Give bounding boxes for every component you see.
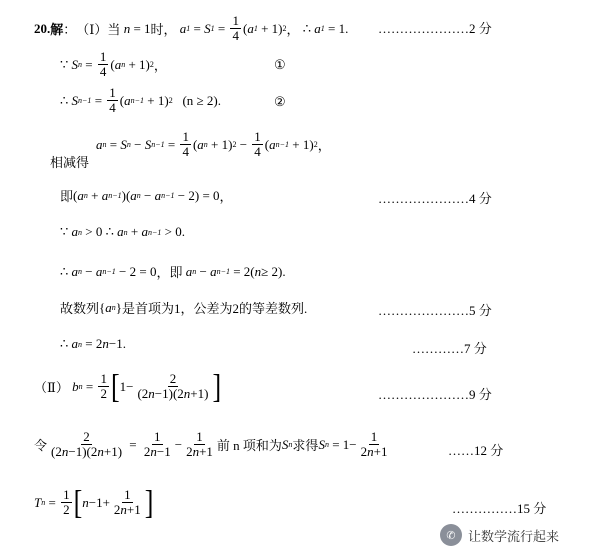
line-sn-1: ∴ S n−1 = $\frac{1}{4}$ ( a n−1 + 1) 2 (n ≥ 2). xyxy=(60,85,221,116)
wechat-icon: ✆ xyxy=(440,524,462,546)
circle-label-1: ① xyxy=(274,57,286,72)
fraction: $\frac{1}{4}$ xyxy=(254,129,261,160)
fraction: $\frac{1}{2}$ xyxy=(63,487,70,518)
line-diff2: ∴ a n − a n−1 − 2 = 0 ，即 a n − a n−1 = 2( n ≥ 2) . xyxy=(60,263,286,280)
fraction: $\frac{1}{2}$ xyxy=(100,371,107,402)
line-an-diff: a n = S n − S n−1 = $\frac{1}{4}$ ( a n + 1) 2 − $\frac{1}{4}$ ( a n−1 + 1) 2 ， xyxy=(96,129,331,160)
line-factor: 即 ( a n + a n−1 )( a n − a n−1 − 2) = 0 ， xyxy=(60,187,233,204)
watermark xyxy=(440,524,559,546)
score-7: …………7 分 xyxy=(412,341,487,356)
subtract-label: 相减得 xyxy=(50,155,90,170)
score-5: …………………5 分 xyxy=(378,303,492,318)
circle-label-2: ② xyxy=(274,94,286,109)
score-9: …………………9 分 xyxy=(378,387,492,402)
line-positive: ∵ a n > 0 ∴ a n + a n−1 > 0 . xyxy=(60,224,185,239)
fraction: $\frac{2}{(2n-1)(2n+1)}$ xyxy=(51,429,123,460)
fraction: $\frac{1}{4}$ xyxy=(232,13,239,44)
fraction: $\frac{2}{(2n-1)(2n+1)}$ xyxy=(137,371,209,402)
fraction: $\frac{1}{2n-1}$ xyxy=(143,429,171,460)
line-ling: 令 $\frac{2}{(2n-1)(2n+1)}$ = $\frac{1}{2n-1}$ − $\frac{1}{2n+1}$ 前 n 项和为 S n 求得 S n = 1− $\frac{1}{2n+1}$ xyxy=(34,429,388,460)
score-2: …………………2 分 xyxy=(378,21,492,36)
jie-label: 解 xyxy=(50,22,64,38)
line-part1: 20. 解 ： （Ⅰ） 当 n = 1 时， a 1 = S 1 = $\frac{1}{4}$ ( a 1 + 1) 2 ， ∴ a 1 = 1 . xyxy=(34,13,349,44)
problem-number: 20. xyxy=(34,20,51,36)
line-bn: （Ⅱ） b n = $\frac{1}{2}$ [ 1− $\frac{2}{(2n-1)(2n+1)}$ ] xyxy=(34,367,222,405)
line-sequence: 故数列 { a n } 是首项为1，公差为2的等差数列. xyxy=(60,299,308,316)
fraction: $\frac{1}{2n+1}$ xyxy=(186,429,213,460)
fraction: $\frac{1}{2n+1}$ xyxy=(360,429,388,460)
fraction: $\frac{1}{2n+1}$ xyxy=(113,487,141,518)
watermark-text: 让数学流行起来 xyxy=(468,529,560,545)
fraction: $\frac{1}{4}$ xyxy=(182,129,189,160)
score-15: ……………15 分 xyxy=(452,501,547,516)
fraction: $\frac{1}{4}$ xyxy=(99,49,107,80)
line-sn: ∵ S n = $\frac{1}{4}$ ( a n + 1) 2 ， xyxy=(60,49,167,80)
score-12: ……12 分 xyxy=(448,443,504,458)
line-an-result: ∴ a n = 2 n −1 . xyxy=(60,336,126,351)
line-tn: T n = $\frac{1}{2}$ [ n −1+ $\frac{1}{2n+1}$ ] xyxy=(34,483,154,521)
score-4: …………………4 分 xyxy=(378,191,492,206)
fraction: $\frac{1}{4}$ xyxy=(109,85,116,116)
